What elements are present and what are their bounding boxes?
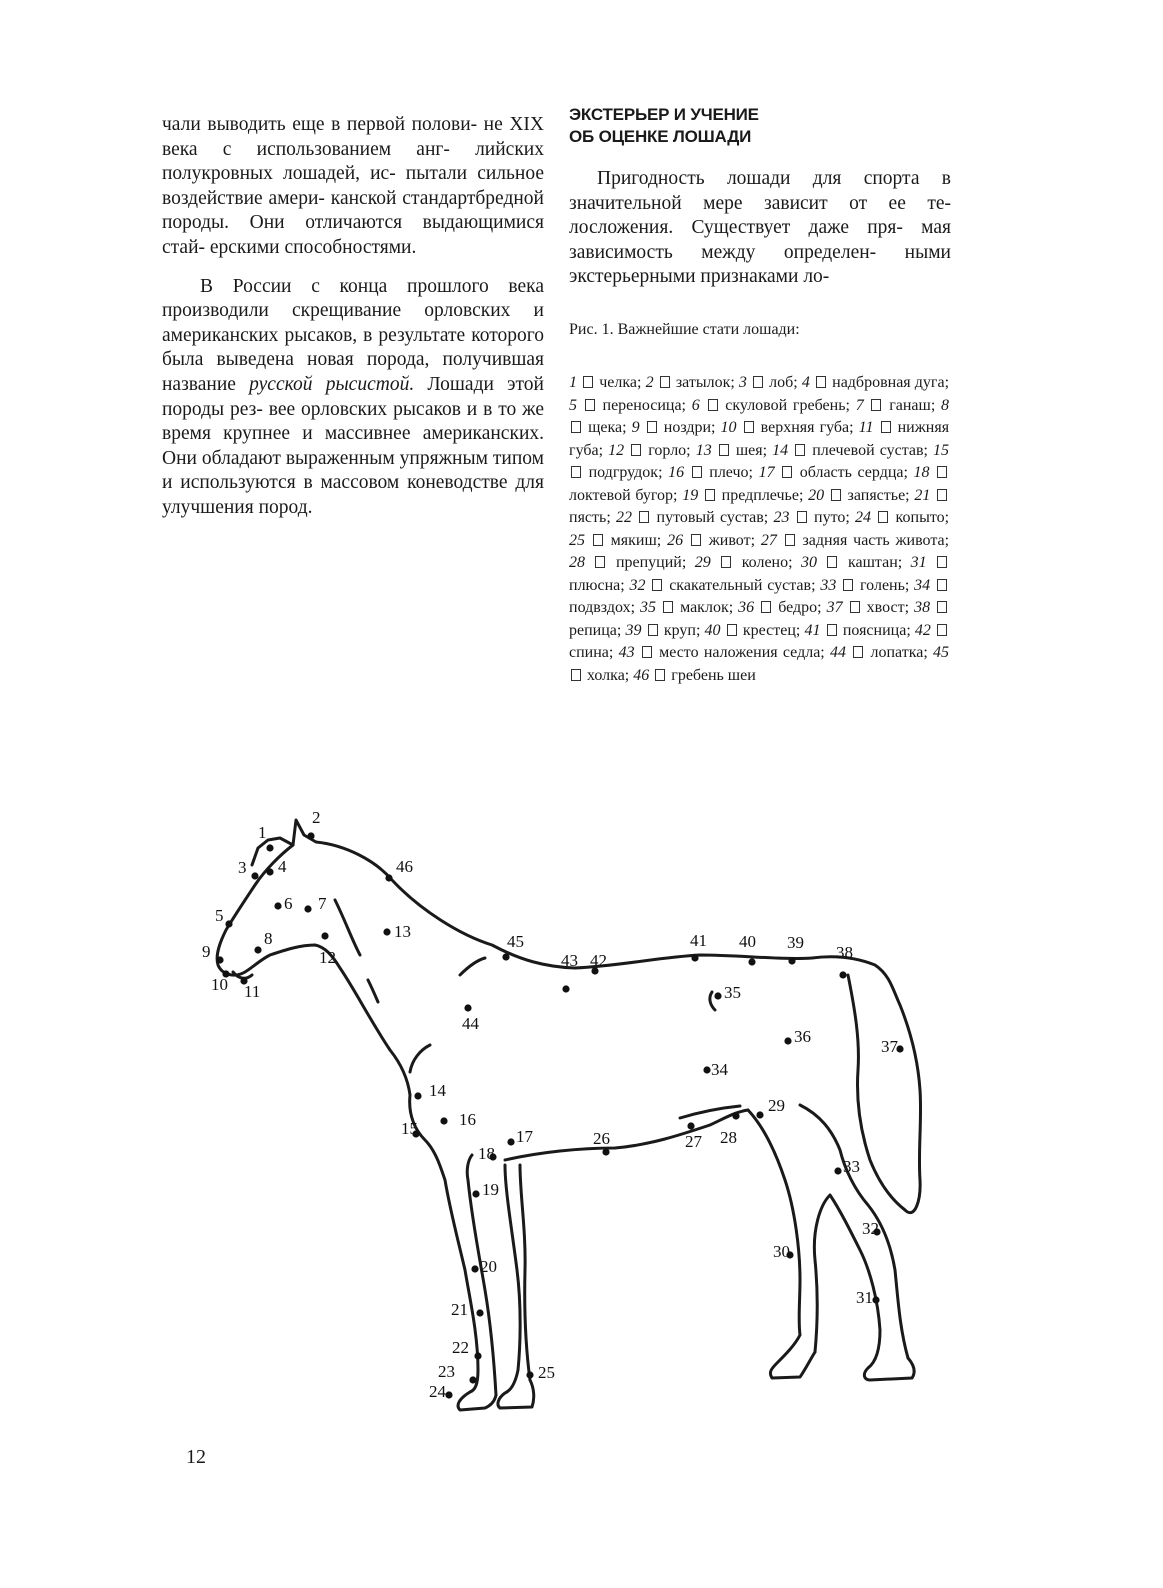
point-label-17: 17 <box>516 1127 533 1146</box>
point-label-46: 46 <box>396 857 413 876</box>
point-label-19: 19 <box>482 1180 499 1199</box>
point-label-35: 35 <box>724 983 741 1002</box>
point-label-23: 23 <box>438 1362 455 1381</box>
point-label-26: 26 <box>593 1129 610 1148</box>
point-dot-45 <box>502 953 509 960</box>
legend-term: верхняя губа; <box>760 419 859 436</box>
legend-term: холка; <box>587 666 634 684</box>
legend-term: спина; <box>569 644 619 661</box>
point-label-16: 16 <box>459 1110 476 1129</box>
legend-number: 21 <box>914 486 931 504</box>
legend-number: 17 <box>758 464 775 481</box>
legend-number: 5 <box>569 396 577 414</box>
point-label-28: 28 <box>720 1128 737 1147</box>
legend-number: 37 <box>826 599 843 616</box>
legend-term: крестец; <box>742 621 805 639</box>
paragraph-2-end: Лошади этой породы рез- вее орловских рысаков и в то же время крупнее и массивнее американских. Они обладают выраженным упряжным типом и используются в массовом коневодстве для улучшения пород. <box>162 373 544 518</box>
legend-term: скуловой гребень; <box>725 396 856 414</box>
point-dot-23 <box>469 1376 476 1383</box>
point-label-29: 29 <box>768 1096 785 1115</box>
point-dot-31 <box>872 1296 879 1303</box>
legend-number: 28 <box>569 554 585 571</box>
legend-number: 30 <box>801 554 818 571</box>
point-label-27: 27 <box>685 1132 702 1151</box>
legend-number: 3 <box>738 374 747 391</box>
point-label-11: 11 <box>244 982 261 1001</box>
point-dot-19 <box>472 1190 479 1197</box>
legend-term: подгрудок; <box>588 464 669 481</box>
point-label-40: 40 <box>739 932 756 951</box>
point-label-41: 41 <box>690 931 707 950</box>
point-dot-16 <box>440 1117 447 1124</box>
point-dot-5 <box>225 920 232 927</box>
legend-term: скакательный сустав; <box>669 576 821 594</box>
legend-term: поясница; <box>842 621 915 639</box>
point-label-43: 43 <box>561 951 578 970</box>
point-dot-38 <box>839 971 846 978</box>
point-dot-6 <box>274 902 281 909</box>
legend-term: ганаш; <box>889 396 942 414</box>
point-label-24: 24 <box>429 1382 446 1401</box>
legend-number: 4 <box>801 374 810 391</box>
legend-number: 29 <box>694 554 711 571</box>
paragraph-2-start: В России с конца прошлого века производили скрещивание орловских и американских рысаков, в результате которого была выведена новая порода, получившая название <box>162 275 544 395</box>
legend-term: круп; <box>663 621 705 639</box>
point-label-32: 32 <box>862 1219 879 1238</box>
legend-number: 7 <box>855 396 864 414</box>
legend-number: 40 <box>704 621 721 639</box>
legend-number: 15 <box>933 441 950 459</box>
point-label-38: 38 <box>836 943 853 962</box>
legend-number: 24 <box>855 509 872 526</box>
page-number: 12 <box>186 1446 206 1468</box>
legend-number: 1 <box>569 374 577 391</box>
point-dot-39 <box>788 957 795 964</box>
point-label-15: 15 <box>401 1119 418 1138</box>
legend-term: копыто; <box>895 509 950 526</box>
point-dot-36 <box>784 1037 791 1044</box>
legend-term: маклок; <box>680 599 739 616</box>
legend-number: 18 <box>913 464 930 481</box>
legend-number: 27 <box>760 531 777 549</box>
point-label-37: 37 <box>881 1037 898 1056</box>
legend-term: лоб; <box>769 374 802 391</box>
point-label-7: 7 <box>318 894 327 913</box>
legend-number: 26 <box>667 531 684 549</box>
legend-number: 10 <box>720 419 737 436</box>
point-label-31: 31 <box>856 1288 873 1307</box>
point-dot-40 <box>748 958 755 965</box>
point-label-20: 20 <box>480 1257 497 1276</box>
legend-term: шея; <box>735 441 773 459</box>
point-dot-35 <box>714 992 721 999</box>
legend-term: место наложения седла; <box>659 644 830 661</box>
legend-term: ноздри; <box>663 419 721 436</box>
point-dot-44 <box>464 1004 471 1011</box>
point-dot-21 <box>476 1309 483 1316</box>
legend-term: репица; <box>569 621 626 639</box>
legend-term: предплечье; <box>721 486 809 504</box>
legend-term: щека; <box>588 419 632 436</box>
legend-number: 38 <box>914 599 931 616</box>
legend-number: 16 <box>668 464 685 481</box>
point-label-13: 13 <box>394 922 411 941</box>
legend-term: горло; <box>648 441 696 459</box>
point-label-21: 21 <box>451 1300 468 1319</box>
point-dot-27 <box>687 1122 694 1129</box>
point-label-5: 5 <box>215 906 224 925</box>
point-dot-46 <box>385 874 392 881</box>
legend-term: подвздох; <box>569 599 641 616</box>
point-label-12: 12 <box>319 948 336 967</box>
legend-term: нижняя губа; <box>569 419 950 459</box>
point-label-4: 4 <box>278 857 287 876</box>
legend-number: 9 <box>631 419 640 436</box>
legend-number: 42 <box>914 621 931 639</box>
point-dot-8 <box>254 946 261 953</box>
legend-term: надбровная дуга; <box>832 374 950 391</box>
legend-term: задняя часть живота; <box>802 531 950 549</box>
point-label-36: 36 <box>794 1027 811 1046</box>
legend-number: 23 <box>773 509 790 526</box>
point-dot-22 <box>474 1352 481 1359</box>
point-dot-2 <box>307 832 314 839</box>
breed-name: русской рысистой. <box>249 373 415 395</box>
point-label-14: 14 <box>429 1081 446 1100</box>
legend-term: путо; <box>814 509 856 526</box>
point-dot-43 <box>562 985 569 992</box>
point-dot-12 <box>321 932 328 939</box>
legend-number: 8 <box>941 396 950 414</box>
legend-term: переносица; <box>602 396 692 414</box>
point-label-9: 9 <box>202 942 211 961</box>
legend-term: плечо; <box>709 464 759 481</box>
legend-number: 46 <box>633 666 650 684</box>
point-label-44: 44 <box>462 1014 479 1033</box>
legend-term: пясть; <box>569 509 617 526</box>
legend-term: каштан; <box>847 554 911 571</box>
legend-term: колено; <box>741 554 802 571</box>
legend-number: 33 <box>820 576 837 594</box>
point-dot-3 <box>251 872 258 879</box>
horse-labels <box>202 808 899 1401</box>
legend-term: челка; <box>599 374 646 391</box>
legend-number: 45 <box>933 644 950 661</box>
point-dot-1 <box>266 844 273 851</box>
point-dot-25 <box>526 1371 533 1378</box>
point-label-8: 8 <box>264 929 273 948</box>
point-label-42: 42 <box>590 951 607 970</box>
point-label-25: 25 <box>538 1363 555 1382</box>
point-dot-28 <box>732 1112 739 1119</box>
legend-term: лопатка; <box>870 644 934 661</box>
point-label-34: 34 <box>711 1060 728 1079</box>
point-dot-24 <box>445 1391 452 1398</box>
paragraph-1: чали выводить еще в первой полови- не XIX века с использованием анг- лийских полукровных лошадей, ис- пытали сильное воздействие амери- канской стандартбредной породы. Они отличаются выдающимися стай- ерскими способностями. <box>162 114 544 258</box>
heading-line-2: ОБ ОЦЕНКЕ ЛОШАДИ <box>569 127 752 146</box>
point-dot-33 <box>834 1167 841 1174</box>
legend-term: бедро; <box>778 599 827 616</box>
legend-term: живот; <box>708 531 761 549</box>
point-label-3: 3 <box>238 858 247 877</box>
point-dot-29 <box>756 1111 763 1118</box>
legend-term: запястье; <box>847 486 915 504</box>
point-label-6: 6 <box>284 894 293 913</box>
legend-number: 44 <box>829 644 846 661</box>
legend-number: 41 <box>804 621 821 639</box>
legend-number: 39 <box>625 621 642 639</box>
legend-number: 31 <box>910 554 927 571</box>
legend-number: 25 <box>569 531 585 549</box>
point-label-45: 45 <box>507 932 524 951</box>
legend-term: плюсна; <box>569 576 630 594</box>
legend-term: затылок; <box>675 374 739 391</box>
legend-term: область сердца; <box>799 464 914 481</box>
legend-number: 12 <box>608 441 625 459</box>
point-dot-4 <box>266 868 273 875</box>
legend-term: плечевой сустав; <box>812 441 934 459</box>
section-intro: Пригодность лошади для спорта в значительной мере зависит от ее те- лосложения. Существует даже пря- мая зависимость между определен- ными экстерьерными признаками ло- <box>569 168 951 288</box>
point-label-1: 1 <box>258 823 267 842</box>
legend-number: 34 <box>914 576 931 594</box>
point-label-22: 22 <box>452 1338 469 1357</box>
legend-number: 20 <box>808 486 825 504</box>
legend-number: 6 <box>691 396 700 414</box>
legend-term: мякиш; <box>610 531 668 549</box>
point-label-2: 2 <box>312 808 321 827</box>
legend-term: гребень шеи <box>671 666 756 684</box>
heading-line-1: ЭКСТЕРЬЕР И УЧЕНИЕ <box>569 105 759 124</box>
legend-term: препуций; <box>615 554 695 571</box>
point-dot-20 <box>471 1265 478 1272</box>
legend-number: 2 <box>645 374 654 391</box>
point-dot-26 <box>602 1148 609 1155</box>
legend-number: 36 <box>738 599 755 616</box>
legend-number: 35 <box>640 599 657 616</box>
point-label-30: 30 <box>773 1242 790 1261</box>
point-dot-41 <box>691 954 698 961</box>
legend-number: 13 <box>695 441 712 459</box>
legend-term: хвост; <box>866 599 915 616</box>
point-label-39: 39 <box>787 933 804 952</box>
point-label-33: 33 <box>843 1157 860 1176</box>
legend-number: 32 <box>629 576 646 594</box>
legend-number: 19 <box>682 486 699 504</box>
figure-caption: Рис. 1. Важнейшие стати лошади: <box>569 321 800 338</box>
point-dot-34 <box>703 1066 710 1073</box>
legend-number: 14 <box>772 441 789 459</box>
point-label-10: 10 <box>211 975 228 994</box>
legend-number: 43 <box>618 644 635 661</box>
point-label-18: 18 <box>478 1144 495 1163</box>
legend-term: локтевой бугор; <box>569 486 683 504</box>
legend-term: голень; <box>860 576 915 594</box>
point-dot-7 <box>304 905 311 912</box>
point-dot-17 <box>507 1138 514 1145</box>
legend-term: путовый сустав; <box>656 509 774 526</box>
point-dot-14 <box>414 1092 421 1099</box>
point-dot-13 <box>383 928 390 935</box>
point-dot-9 <box>216 956 223 963</box>
legend-number: 22 <box>616 509 633 526</box>
legend-number: 11 <box>858 419 874 436</box>
